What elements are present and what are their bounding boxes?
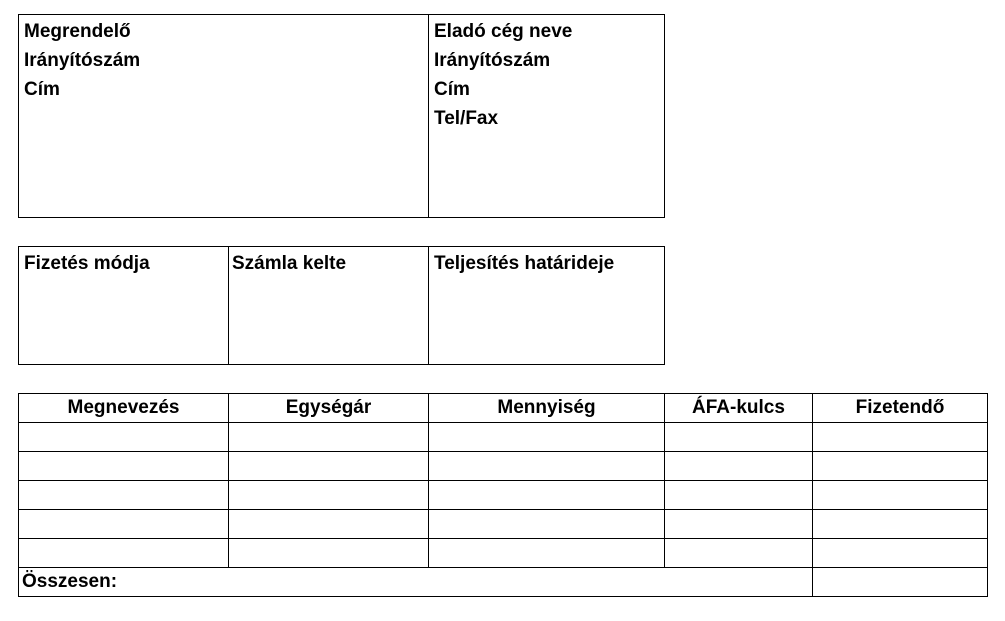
table-cell[interactable] xyxy=(19,510,229,539)
header-name: Megnevezés xyxy=(19,394,229,423)
payment-method-cell xyxy=(19,247,229,364)
due-date-cell xyxy=(429,247,664,364)
table-cell[interactable] xyxy=(665,423,813,452)
table-row xyxy=(19,423,988,452)
items-header-row xyxy=(19,394,988,423)
table-cell[interactable] xyxy=(229,510,429,539)
table-cell[interactable] xyxy=(813,423,988,452)
parties-block xyxy=(18,14,665,218)
invoice-date-cell xyxy=(229,247,429,364)
table-cell[interactable] xyxy=(19,423,229,452)
table-cell[interactable] xyxy=(19,452,229,481)
table-cell[interactable] xyxy=(229,481,429,510)
table-cell[interactable] xyxy=(429,452,665,481)
table-cell[interactable] xyxy=(19,481,229,510)
table-cell[interactable] xyxy=(429,423,665,452)
table-cell[interactable] xyxy=(665,452,813,481)
seller-address-label: Cím xyxy=(434,79,470,100)
table-cell[interactable] xyxy=(813,452,988,481)
due-date-label: Teljesítés határideje xyxy=(434,253,615,274)
table-row xyxy=(19,452,988,481)
table-row xyxy=(19,539,988,568)
table-cell[interactable] xyxy=(813,510,988,539)
table-cell[interactable] xyxy=(429,510,665,539)
seller-company-label: Eladó cég neve xyxy=(434,21,573,42)
table-cell[interactable] xyxy=(229,423,429,452)
table-cell[interactable] xyxy=(229,452,429,481)
invoice-meta-block xyxy=(18,246,665,365)
table-cell[interactable] xyxy=(429,539,665,568)
table-row xyxy=(19,481,988,510)
table-cell[interactable] xyxy=(813,481,988,510)
header-amount-due: Fizetendő xyxy=(813,394,988,423)
header-quantity: Mennyiség xyxy=(429,394,665,423)
buyer-address-label: Cím xyxy=(24,79,60,100)
table-cell[interactable] xyxy=(665,539,813,568)
total-amount-cell[interactable] xyxy=(813,568,988,597)
table-cell[interactable] xyxy=(813,539,988,568)
table-cell[interactable] xyxy=(429,481,665,510)
seller-section xyxy=(429,15,664,217)
table-cell[interactable] xyxy=(665,481,813,510)
seller-postcode-label: Irányítószám xyxy=(434,50,551,71)
invoice-date-label: Számla kelte xyxy=(232,253,347,274)
table-cell[interactable] xyxy=(229,539,429,568)
table-cell[interactable] xyxy=(19,539,229,568)
header-vat-rate: ÁFA-kulcs xyxy=(665,394,813,423)
buyer-postcode-label: Irányítószám xyxy=(24,50,141,71)
table-cell[interactable] xyxy=(665,510,813,539)
total-row xyxy=(19,568,988,597)
header-unit-price: Egységár xyxy=(229,394,429,423)
items-table xyxy=(18,393,988,597)
table-row xyxy=(19,510,988,539)
payment-method-label: Fizetés módja xyxy=(24,253,150,274)
buyer-name-label: Megrendelő xyxy=(24,21,131,42)
total-label: Összesen: xyxy=(19,568,813,597)
seller-phone-fax-label: Tel/Fax xyxy=(434,108,499,129)
buyer-section xyxy=(19,15,429,217)
